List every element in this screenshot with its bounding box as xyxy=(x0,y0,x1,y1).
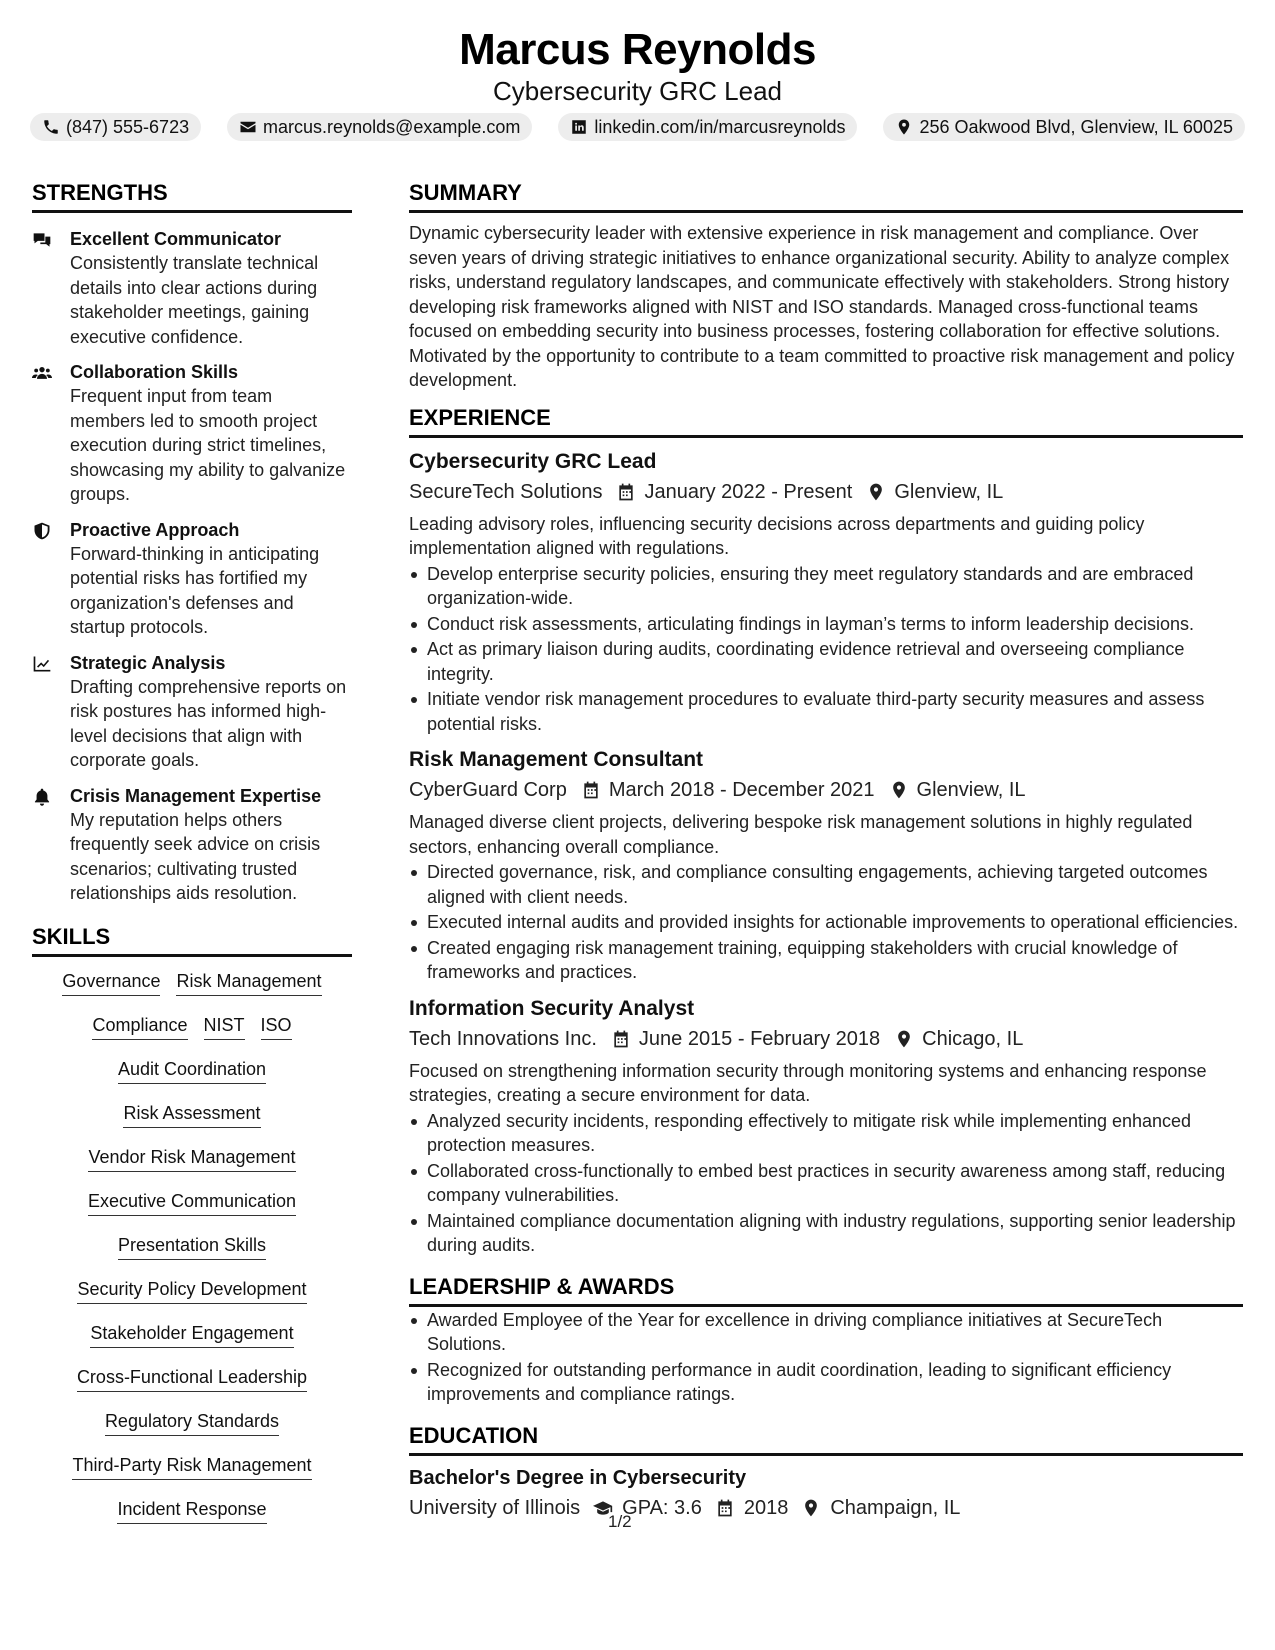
calendar-icon xyxy=(616,482,636,502)
job-bullet: Conduct risk assessments, articulating findings in layman’s terms to inform leadership decisions. xyxy=(409,612,1243,637)
education-meta xyxy=(409,1494,1243,1522)
candidate-role: Cybersecurity GRC Lead xyxy=(493,76,782,106)
job-dates: June 2015 - February 2018 xyxy=(638,1027,881,1050)
skill-row xyxy=(88,1145,295,1172)
contact-linkedin-text: linkedin.com/in/marcusreynolds xyxy=(594,116,846,137)
skill-tag: Regulatory Standards xyxy=(105,1409,279,1436)
map-pin-icon xyxy=(889,780,909,800)
strengths-heading: STRENGTHS xyxy=(32,178,352,213)
strength-item xyxy=(32,518,352,640)
strength-title: Strategic Analysis xyxy=(70,652,226,673)
contact-address-text: 256 Oakwood Blvd, Glenview, IL 60025 xyxy=(919,116,1233,137)
resume-header xyxy=(0,24,1275,106)
skill-tag: Governance xyxy=(62,969,160,996)
skill-row xyxy=(92,1013,291,1040)
skill-row xyxy=(90,1321,293,1348)
job-description: Managed diverse client projects, delivering bespoke risk management solutions in highly regulated sectors, enhancing overall compliance. xyxy=(409,812,1193,857)
contact-bar xyxy=(30,113,1245,141)
skill-tag: Security Policy Development xyxy=(77,1277,306,1304)
job-bullet: Directed governance, risk, and compliance consulting engagements, achieving targeted outcomes aligned with client needs. xyxy=(409,860,1243,909)
job-title: Risk Management Consultant xyxy=(409,748,704,771)
education-school: University of Illinois xyxy=(409,1496,581,1519)
job-entry xyxy=(409,995,1243,1258)
skill-row xyxy=(105,1409,279,1436)
skill-row xyxy=(123,1101,260,1128)
skills-list xyxy=(32,969,352,1541)
job-dates: January 2022 - Present xyxy=(644,480,853,503)
education-year: 2018 xyxy=(743,1496,789,1519)
strength-desc: Consistently translate technical details into clear actions during stakeholder meetings, gaining executive confidence. xyxy=(70,253,319,347)
summary-text: Dynamic cybersecurity leader with extensive experience in risk management and compliance. Over seven years of driving strategic initiatives to enhance organizational security. Ability to analyze complex risks, understand regulatory landscapes, and communicate effectively with stakeholders. Strong history developing risk frameworks aligned with NIST and ISO standards. Managed cross-functional teams focused on embedding security into business processes, fostering collaboration for effective solutions. Motivated by the opportunity to contribute to a team committed to proactive risk management and policy development. xyxy=(409,223,1235,390)
skill-row xyxy=(77,1277,306,1304)
candidate-name: Marcus Reynolds xyxy=(459,25,816,74)
job-bullet: Collaborated cross-functionally to embed best practices in security awareness among staff, reducing company vulnerabilities. xyxy=(409,1159,1243,1208)
envelope-icon xyxy=(239,118,257,136)
job-bullets xyxy=(409,1109,1243,1258)
job-meta xyxy=(409,478,1243,506)
linkedin-icon xyxy=(570,118,588,136)
skill-tag: Cross-Functional Leadership xyxy=(77,1365,307,1392)
job-description: Focused on strengthening information security through monitoring systems and enhancing response strategies, creating a secure environment for data. xyxy=(409,1060,1207,1105)
job-location: Chicago, IL xyxy=(922,1027,1024,1050)
job-bullets xyxy=(409,562,1243,737)
skill-row xyxy=(117,1497,266,1524)
job-company: CyberGuard Corp xyxy=(409,779,567,801)
job-company: Tech Innovations Inc. xyxy=(409,1027,597,1050)
strength-item xyxy=(32,360,352,507)
leadership-heading: LEADERSHIP & AWARDS xyxy=(409,1272,1243,1307)
strength-desc: Frequent input from team members led to smooth project execution during strict timelines, showcasing my ability to galvanize groups. xyxy=(70,386,346,504)
map-pin-icon xyxy=(800,1498,822,1518)
skill-row xyxy=(88,1189,296,1216)
page-number: 1/2 xyxy=(608,1512,632,1531)
strength-desc: My reputation helps others frequently seek advice on crisis scenarios; cultivating trusted relationships aids resolution. xyxy=(70,809,321,903)
job-bullet: Initiate vendor risk management procedures to evaluate third-party security measures and assess potential risks. xyxy=(409,687,1243,736)
skill-tag: Audit Coordination xyxy=(118,1057,266,1084)
skill-row xyxy=(118,1057,266,1084)
skill-row xyxy=(62,969,321,996)
strength-title: Excellent Communicator xyxy=(70,229,282,249)
job-bullet: Maintained compliance documentation aligning with industry regulations, supporting senior leadership during audits. xyxy=(409,1209,1243,1258)
skill-tag: Vendor Risk Management xyxy=(88,1145,295,1172)
skill-tag: Incident Response xyxy=(117,1497,266,1524)
job-bullet: Develop enterprise security policies, ensuring they meet regulatory standards and are embraced organization-wide. xyxy=(409,562,1243,611)
calendar-icon xyxy=(611,1029,631,1049)
education-degree: Bachelor's Degree in Cybersecurity xyxy=(409,1466,747,1489)
skill-row xyxy=(72,1453,311,1480)
summary-heading: SUMMARY xyxy=(409,178,1243,213)
skill-tag: Compliance xyxy=(92,1013,187,1040)
strength-title: Collaboration Skills xyxy=(70,362,239,382)
chat-bubbles-icon xyxy=(32,230,52,250)
skill-tag: Risk Assessment xyxy=(123,1101,260,1128)
map-pin-icon xyxy=(895,118,913,136)
map-pin-icon xyxy=(894,1029,914,1049)
strength-desc: Drafting comprehensive reports on risk postures has informed high-level decisions that align with corporate goals. xyxy=(70,676,347,770)
job-location: Glenview, IL xyxy=(916,779,1026,801)
shield-icon xyxy=(32,521,52,541)
job-description: Leading advisory roles, influencing security decisions across departments and guiding policy implementation aligned with regulations. xyxy=(409,513,1145,558)
phone-icon xyxy=(42,118,60,136)
education-gpa: GPA: 3.6 xyxy=(622,1496,702,1519)
skill-tag: NIST xyxy=(204,1013,245,1040)
job-bullets xyxy=(409,860,1243,985)
leadership-item: Recognized for outstanding performance in audit coordination, leading to significant efficiency improvements and compliance ratings. xyxy=(409,1358,1243,1407)
skill-row xyxy=(77,1365,307,1392)
strength-title: Crisis Management Expertise xyxy=(70,785,322,806)
line-chart-icon xyxy=(32,654,52,674)
skill-tag: Executive Communication xyxy=(88,1189,296,1216)
contact-phone[interactable] xyxy=(30,113,201,141)
contact-phone-text: (847) 555-6723 xyxy=(66,116,190,137)
education-location: Champaign, IL xyxy=(830,1496,961,1519)
contact-linkedin[interactable] xyxy=(558,113,857,141)
strength-item xyxy=(32,651,352,773)
job-title: Information Security Analyst xyxy=(409,996,695,1020)
job-bullet: Analyzed security incidents, responding effectively to mitigate risk while implementing enhanced protection measures. xyxy=(409,1109,1243,1158)
job-title: Cybersecurity GRC Lead xyxy=(409,449,657,473)
users-icon xyxy=(32,363,52,383)
strength-desc: Forward-thinking in anticipating potential risks has fortified my organization's defenses and startup protocols. xyxy=(70,543,320,637)
skill-row xyxy=(118,1233,266,1260)
job-dates: March 2018 - December 2021 xyxy=(608,779,875,801)
job-meta xyxy=(409,776,1243,804)
experience-heading: EXPERIENCE xyxy=(409,403,1243,438)
skill-tag: Stakeholder Engagement xyxy=(90,1321,293,1348)
calendar-icon xyxy=(581,780,601,800)
strength-item xyxy=(32,227,352,349)
contact-email[interactable] xyxy=(227,113,532,141)
skill-tag: ISO xyxy=(261,1013,292,1040)
map-pin-icon xyxy=(866,482,886,502)
leadership-list xyxy=(409,1308,1243,1407)
contact-address xyxy=(883,113,1245,141)
leadership-item: Awarded Employee of the Year for excellence in driving compliance initiatives at SecureTech Solutions. xyxy=(409,1308,1243,1357)
skill-tag: Third-Party Risk Management xyxy=(72,1453,311,1480)
strengths-list xyxy=(32,227,352,906)
bell-icon xyxy=(32,787,52,807)
calendar-icon xyxy=(714,1498,736,1518)
skill-tag: Risk Management xyxy=(176,969,321,996)
job-entry xyxy=(409,448,1243,737)
job-bullet: Created engaging risk management training, equipping stakeholders with crucial knowledge of frameworks and practices. xyxy=(409,936,1243,985)
contact-email-text: marcus.reynolds@example.com xyxy=(263,116,521,137)
left-column xyxy=(32,178,352,1541)
right-column xyxy=(409,178,1243,1522)
job-entry xyxy=(409,746,1243,985)
job-meta xyxy=(409,1025,1243,1053)
skills-heading: SKILLS xyxy=(32,922,352,957)
job-location: Glenview, IL xyxy=(894,480,1004,503)
job-bullet: Executed internal audits and provided insights for actionable improvements to operational efficiencies. xyxy=(409,910,1243,935)
strength-item xyxy=(32,784,352,906)
skill-tag: Presentation Skills xyxy=(118,1233,266,1260)
strength-title: Proactive Approach xyxy=(70,519,240,540)
job-company: SecureTech Solutions xyxy=(409,480,603,503)
job-bullet: Act as primary liaison during audits, coordinating evidence retrieval and overseeing compliance integrity. xyxy=(409,637,1243,686)
education-heading: EDUCATION xyxy=(409,1421,1243,1456)
